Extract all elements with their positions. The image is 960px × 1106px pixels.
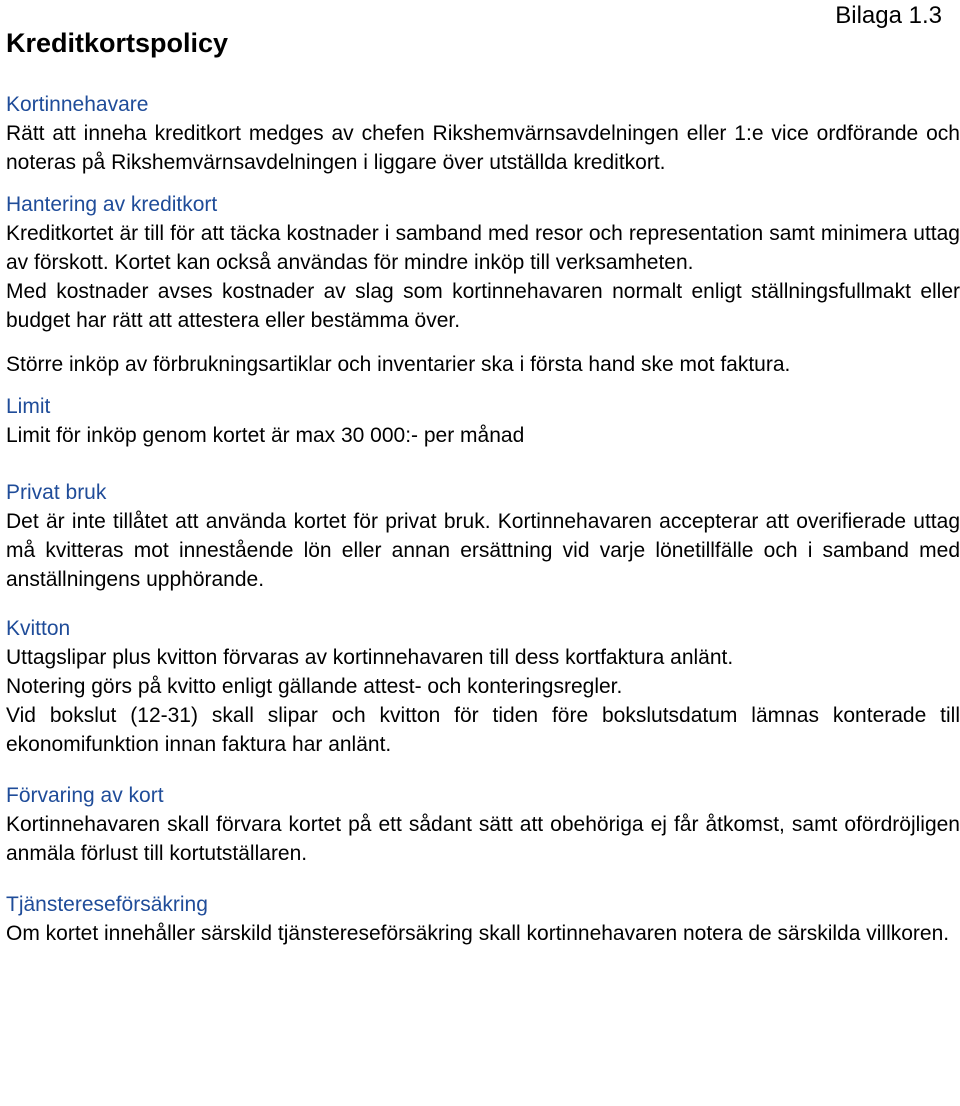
section-heading: Limit [6,395,51,418]
section-forvaring [6,781,960,868]
document-body [6,90,960,961]
section-privat-bruk [6,478,960,594]
section-hantering [6,190,960,379]
paragraph: Större inköp av förbrukningsartiklar och inventarier ska i första hand ske mot faktura. [6,353,791,376]
paragraph: Om kortet innehåller särskild tjänstereseförsäkring skall kortinnehavaren notera de särskilda villkoren. [6,922,950,945]
section-tjanstereseforsakring [6,890,960,948]
annex-label: Bilaga 1.3 [835,2,942,29]
section-heading: Privat bruk [6,481,107,504]
section-heading: Förvaring av kort [6,784,164,807]
section-heading: Kvitton [6,617,71,640]
section-kortinnehavare [6,90,960,177]
section-limit [6,392,960,450]
paragraph: Rätt att inneha kreditkort medges av chefen Rikshemvärnsavdelningen eller 1:e vice ordförande och noteras på Rikshemvärnsavdelningen i liggare över utställda kreditkort. [6,122,960,174]
page-title: Kreditkortspolicy [6,28,229,58]
paragraph: Det är inte tillåtet att använda kortet för privat bruk. Kortinnehavaren accepterar att overifierade uttag må kvitteras mot innestående lön eller annan ersättning vid varje lönetillfälle och i samband med anställningens upphörande. [6,510,960,591]
paragraph: Kreditkortet är till för att täcka kostnader i samband med resor och representation samt minimera uttag av förskott. Kortet kan också användas för mindre inköp till verksamheten. [6,222,960,274]
section-heading: Hantering av kreditkort [6,193,218,216]
paragraph: Vid bokslut (12-31) skall slipar och kvitton för tiden före bokslutsdatum lämnas konterade till ekonomifunktion innan faktura har anlänt. [6,704,960,756]
paragraph: Limit för inköp genom kortet är max 30 000:- per månad [6,424,525,447]
paragraph: Med kostnader avses kostnader av slag som kortinnehavaren normalt enligt ställningsfullmakt eller budget har rätt att attestera eller bestämma över. [6,280,960,332]
paragraph: Uttagslipar plus kvitton förvaras av kortinnehavaren till dess kortfaktura anlänt. [6,646,734,669]
section-heading: Kortinnehavare [6,93,149,116]
paragraph: Notering görs på kvitto enligt gällande attest- och konteringsregler. [6,675,623,698]
paragraph: Kortinnehavaren skall förvara kortet på ett sådant sätt att obehöriga ej får åtkomst, samt ofördröjligen anmäla förlust till kortutställaren. [6,813,960,865]
section-heading: Tjänstereseförsäkring [6,893,208,916]
section-kvitton [6,614,960,759]
